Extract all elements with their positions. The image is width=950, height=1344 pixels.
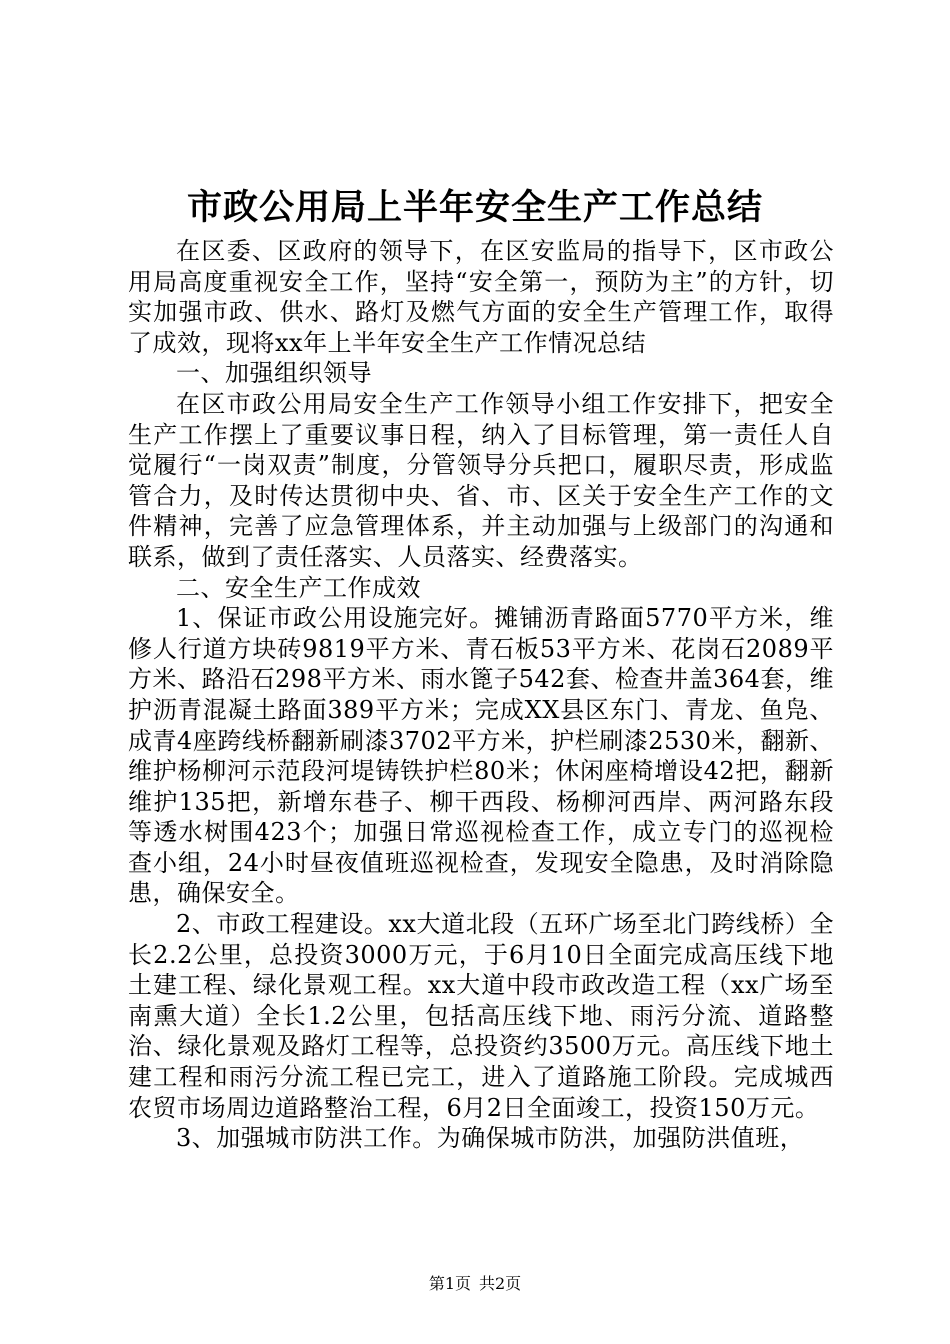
item-2-paragraph: 2、市政工程建设。xx大道北段（五环广场至北门跨线桥）全长2.2公里，总投资3000万元，于6月10日全面完成高压线下地土建工程、绿化景观工程。xx大道中段市政改造工程（xx广场至南熏大道）全长1.2公里，包括高压线下地、雨污分流、道路整治、绿化景观及路灯工程等，总投资约3500万元。高压线下地土建工程和雨污分流工程已完工，进入了道路施工阶段。完成城西农贸市场周边道路整治工程，6月2日全面竣工，投资150万元。 [128, 910, 834, 1122]
page-footer [0, 1272, 950, 1296]
section-heading-1: 一、加强组织领导 [176, 359, 372, 388]
section-heading-2: 二、安全生产工作成效 [176, 573, 421, 602]
item-3-paragraph: 3、加强城市防洪工作。为确保城市防洪，加强防洪值班， [176, 1124, 805, 1153]
intro-paragraph: 在区委、区政府的领导下，在区安监局的指导下，区市政公用局高度重视安全工作，坚持“安全第一，预防为主”的方针，切实加强市政、供水、路灯及燃气方面的安全生产管理工作，取得了成效，现将xx年上半年安全生产工作情况总结 [128, 237, 834, 357]
section-1-paragraph: 在区市政公用局安全生产工作领导小组工作安排下，把安全生产工作摆上了重要议事日程，纳入了目标管理，第一责任人自觉履行“一岗双责”制度，分管领导分兵把口，履职尽责，形成监管合力，及时传达贯彻中央、省、市、区关于安全生产工作的文件精神，完善了应急管理体系，并主动加强与上级部门的沟通和联系，做到了责任落实、人员落实、经费落实。 [128, 389, 834, 571]
document-body [128, 236, 834, 1154]
document-title: 市政公用局上半年安全生产工作总结 [186, 187, 763, 228]
item-1-paragraph: 1、保证市政公用设施完好。摊铺沥青路面5770平方米，维修人行道方块砖9819平方米、青石板53平方米、花岗石2089平方米、路沿石298平方米、雨水篦子542套、检查井盖364套，维护沥青混凝土路面389平方米；完成XX县区东门、青龙、鱼凫、成青4座跨线桥翻新刷漆3702平方米，护栏刷漆2530米，翻新、维护杨柳河示范段河堤铸铁护栏80米；休闲座椅增设42把，翻新维护135把，新增东巷子、柳干西段、杨柳河西岸、两河路东段等透水树围423个；加强日常巡视检查工作，成立专门的巡视检查小组，24小时昼夜值班巡视检查，发现安全隐患，及时消除隐患，确保安全。 [128, 604, 834, 908]
page-total: 共2页 [479, 1274, 522, 1293]
page-number: 第1页 [428, 1274, 471, 1293]
